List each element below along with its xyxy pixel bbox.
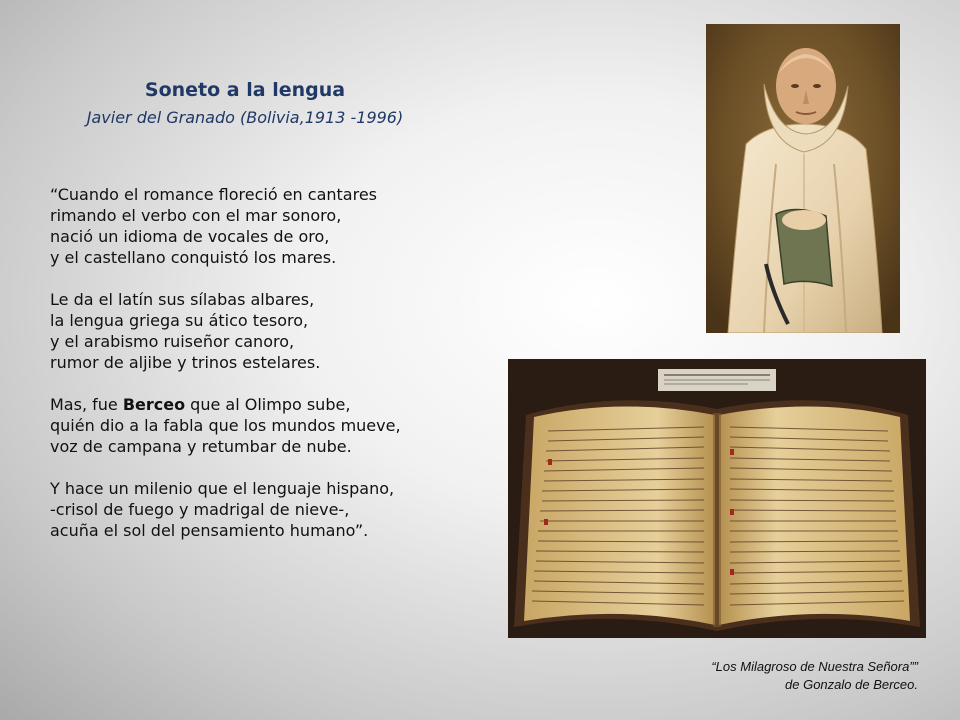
caption-line-1: “Los Milagroso de Nuestra Señora”” [711, 659, 918, 674]
poem-line: rimando el verbo con el mar sonoro, [50, 206, 342, 225]
monk-portrait-image [706, 24, 900, 333]
poem-line: “Cuando el romance floreció en cantares [50, 185, 378, 204]
stanza-2 [50, 289, 490, 373]
poem-line: nació un idioma de vocales de oro, [50, 227, 330, 246]
stanza-3 [50, 394, 490, 457]
line-text: Mas, fue [50, 395, 123, 414]
poem-line: Le da el latín sus sílabas albares, [50, 290, 315, 309]
poem-line: la lengua griega su ático tesoro, [50, 311, 309, 330]
berceo-bold: Berceo [122, 395, 186, 414]
poem-line: y el castellano conquistó los mares. [50, 248, 337, 267]
poem-line: -crisol de fuego y madrigal de nieve-, [50, 500, 350, 519]
poem-line: Y hace un milenio que el lenguaje hispano, [50, 479, 395, 498]
line-text: que al Olimpo sube, [185, 395, 351, 414]
manuscript-svg [508, 359, 926, 638]
poem-body [50, 184, 490, 562]
caption-line-2: de Gonzalo de Berceo. [785, 677, 918, 692]
poem-line [50, 394, 490, 415]
poem-line: voz de campana y retumbar de nube. [50, 437, 352, 456]
image-caption [711, 658, 918, 694]
poem-line: y el arabismo ruiseñor canoro, [50, 332, 295, 351]
stanza-4 [50, 478, 490, 541]
poem-line: quién dio a la fabla que los mundos mueve, [50, 416, 401, 435]
monk-portrait-svg [706, 24, 900, 333]
poem-author: Javier del Granado (Bolivia,1913 -1996) [86, 108, 404, 127]
poem-line: acuña el sol del pensamiento humano”. [50, 521, 369, 540]
manuscript-image [508, 359, 926, 638]
stanza-1 [50, 184, 490, 268]
poem-title: Soneto a la lengua [144, 79, 346, 101]
poem-line: rumor de aljibe y trinos estelares. [50, 353, 321, 372]
